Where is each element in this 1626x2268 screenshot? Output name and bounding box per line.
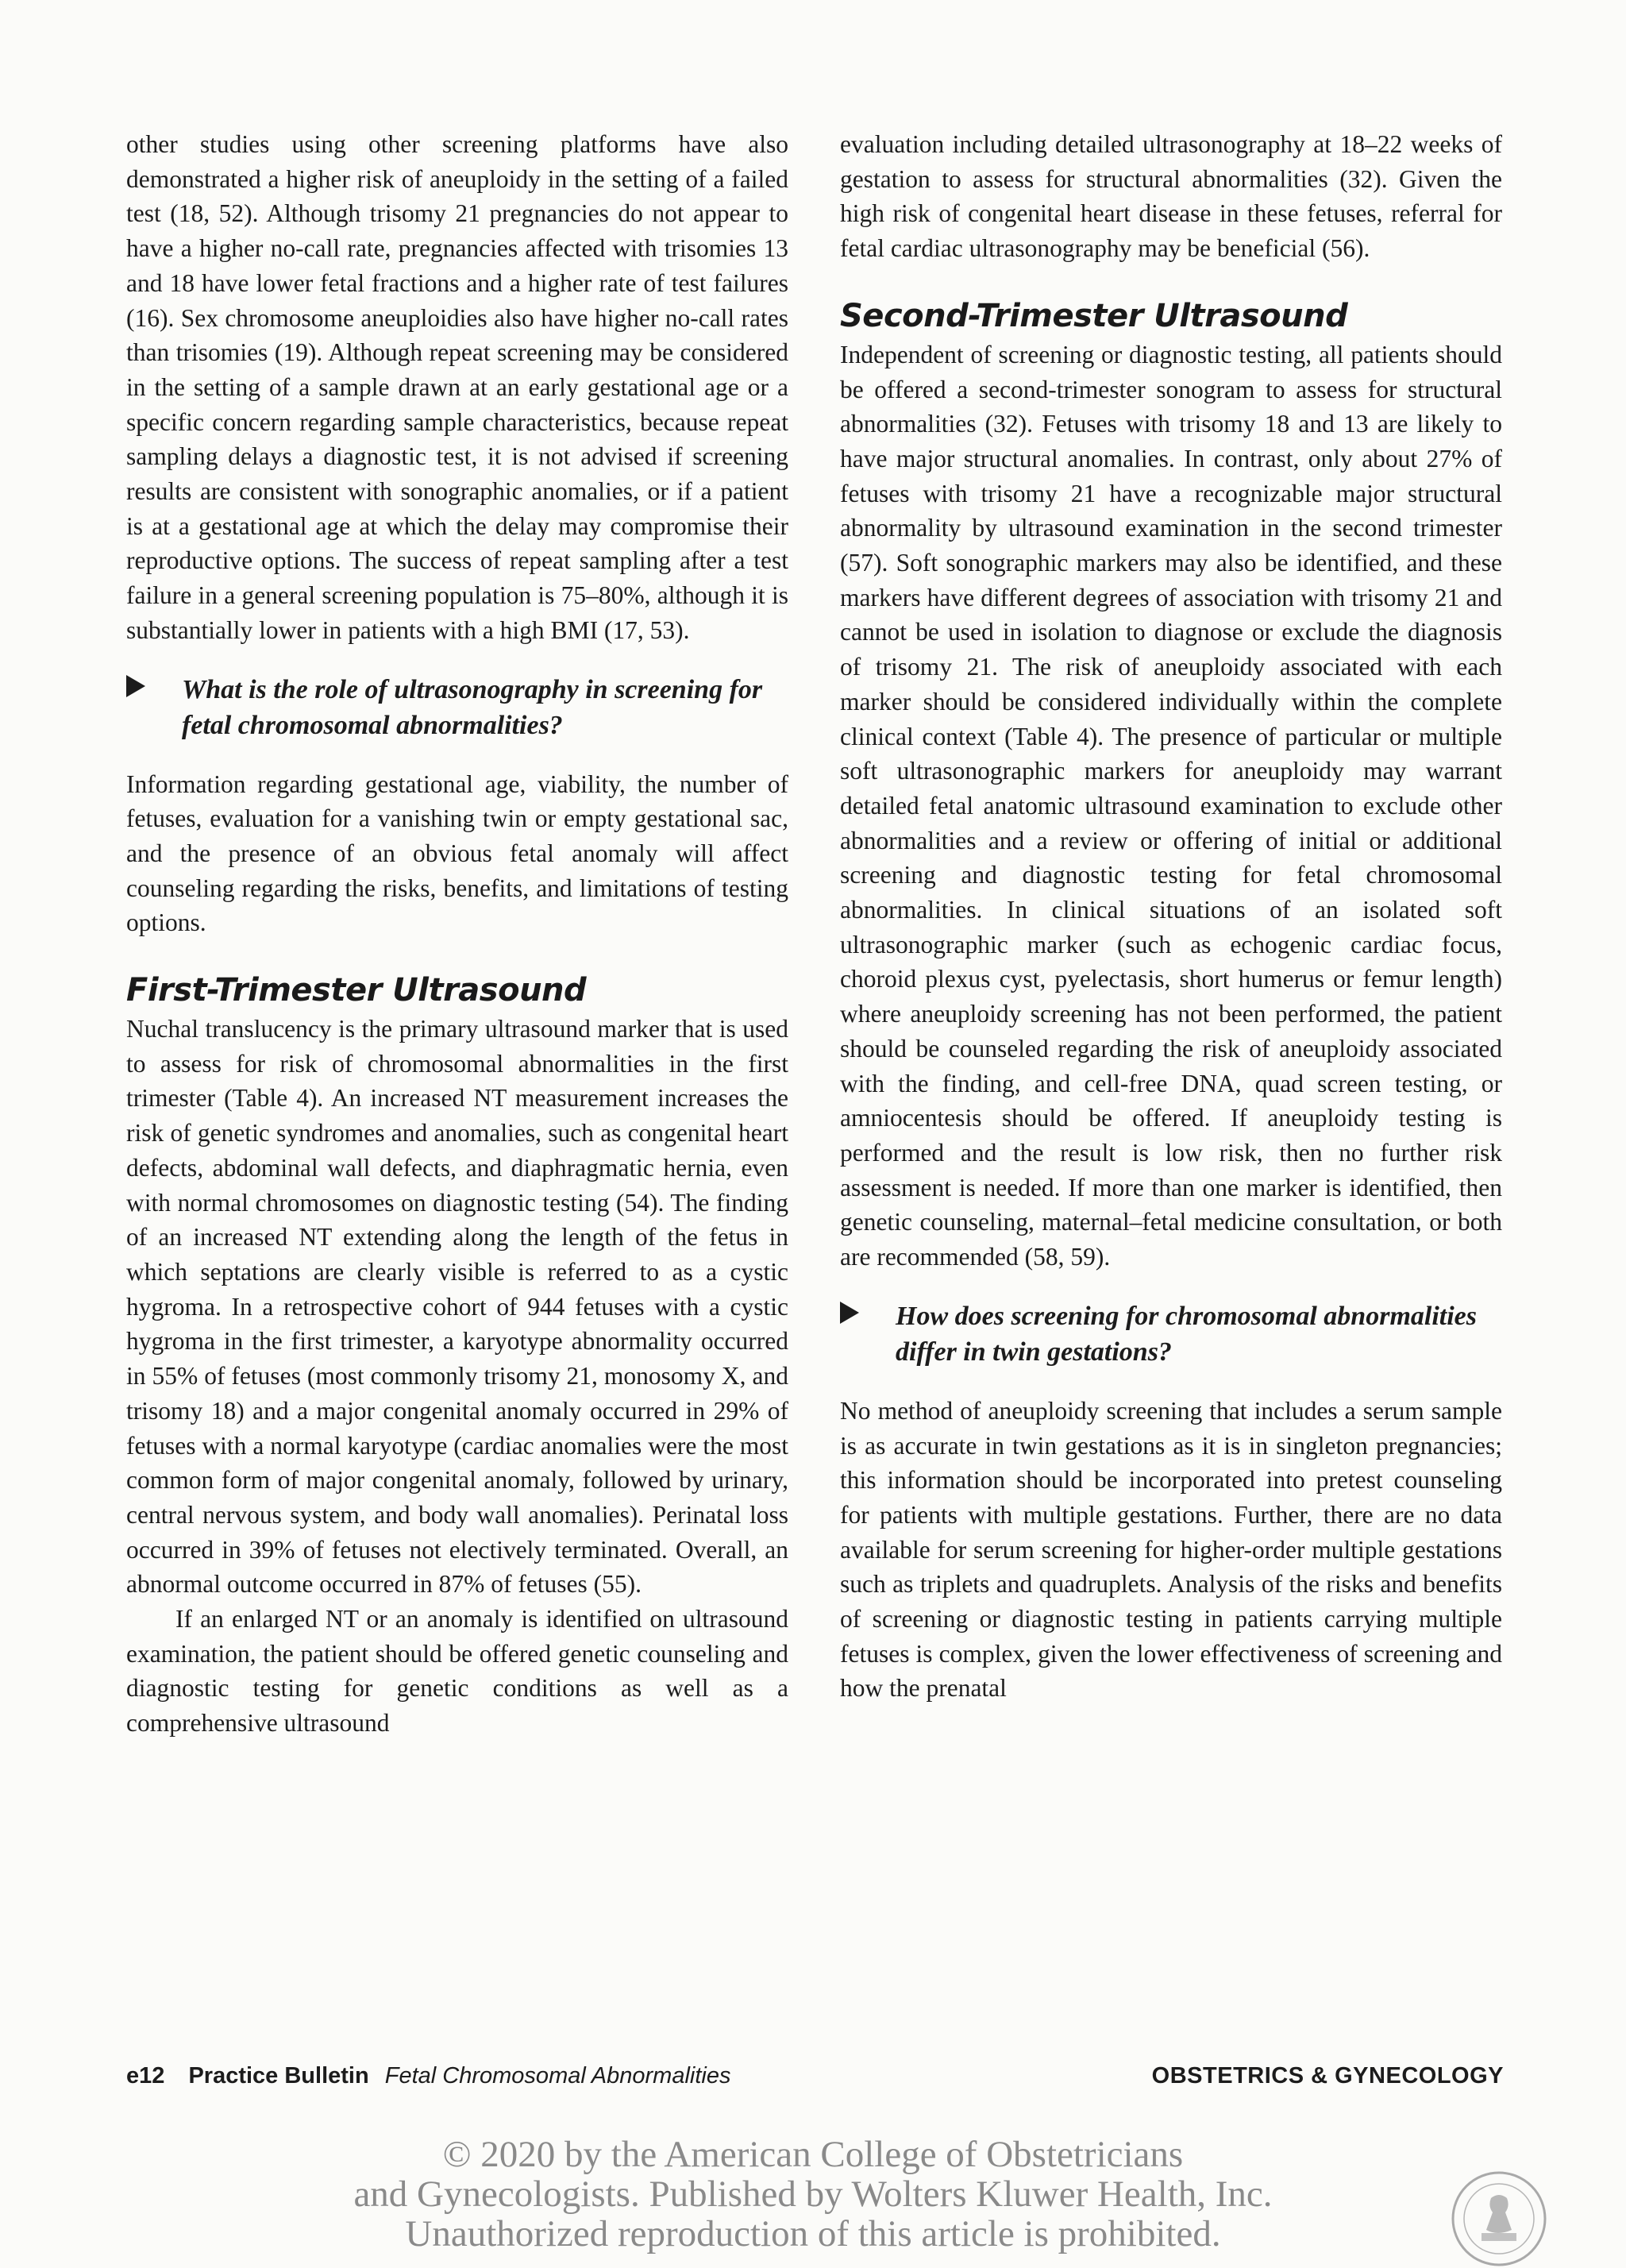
arrow-icon (126, 675, 145, 697)
question-heading (840, 1298, 1502, 1370)
left-column (126, 127, 788, 1741)
page-number: e12 (126, 2063, 165, 2089)
copyright-line: © 2020 by the American College of Obstetricians (442, 2134, 1184, 2175)
paragraph: Nuchal translucency is the primary ultrasound marker that is used to assess for risk of chromosomal abnormalities in the first trimester (Table 4). An increased NT measurement increases the risk of genetic syndromes and anomalies, such as congenital heart defects, abdominal wall defects, and diaphragmatic hernia, even with normal chromosomes on diagnostic testing (54). The finding of an increased NT extending along the length of the fetus in which septations are clearly visible is referred to as a cystic hygroma. In a retrospective cohort of 944 fetuses with a cystic hygroma in the first trimester, a karyotype abnormality occurred in 55% of fetuses (most commonly trisomy 21, monosomy X, and trisomy 18) and a major congenital anomaly occurred in 29% of fetuses with a normal karyotype (cardiac anomalies were the most common form of major congenital anomaly, followed by urinary, central nervous system, and body wall anomalies). Perinatal loss occurred in 39% of fetuses not electively terminated. Overall, an abnormal outcome occurred in 87% of fetuses (55). (126, 1015, 788, 1599)
paragraph: other studies using other screening platforms have also demonstrated a higher risk of aneuploidy in the setting of a failed test (18, 52). Although trisomy 21 pregnancies do not appear to have a higher no-call rate, pregnancies affected with trisomies 13 and 18 have lower fetal fractions and a higher rate of test failures (16). Sex chromosome aneuploidies also have higher no-call rates than trisomies (19). Although repeat screening may be considered in the setting of a sample drawn at an early gestational age or a specific concern regarding sample characteristics, because repeat sampling delays a diagnostic test, it is not advised if screening results are consistent with sonographic anomalies, or if a patient is at a gestational age at which the delay may compromise their reproductive options. The success of repeat sampling after a test failure in a general screening population is 75–80%, although it is substantially lower in patients with a high BMI (17, 53). (126, 130, 788, 644)
page-footer (126, 2063, 1504, 2089)
journal-name: OBSTETRICS & GYNECOLOGY (1151, 2063, 1504, 2089)
paragraph: Information regarding gestational age, viability, the number of fetuses, evaluation for a vanishing twin or empty gestational sac, and the presence of an obvious fetal anomaly will affect counseling regarding the risks, benefits, and limitations of testing options. (126, 770, 788, 937)
question-text: How does screening for chromosomal abnormalities differ in twin gestations? (896, 1301, 1477, 1367)
copyright-line: Unauthorized reproduction of this article is prohibited. (405, 2213, 1221, 2254)
copyright-notice (0, 2135, 1626, 2254)
question-text: What is the role of ultrasonography in screening for fetal chromosomal abnormalities? (182, 674, 763, 740)
section-heading: Second-Trimester Ultrasound (840, 297, 1348, 334)
arrow-icon (840, 1302, 859, 1324)
copyright-line: and Gynecologists. Published by Wolters Kluwer Health, Inc. (353, 2174, 1273, 2215)
question-heading (126, 672, 788, 743)
series-name: Practice Bulletin (188, 2063, 369, 2089)
paragraph: If an enlarged NT or an anomaly is identified on ultrasound examination, the patient should be offered genetic counseling and diagnostic testing for genetic conditions as well as a comprehensive ultrasound (126, 1605, 788, 1738)
article-topic: Fetal Chromosomal Abnormalities (384, 2063, 731, 2089)
footer-left (126, 2063, 740, 2089)
section-heading: First-Trimester Ultrasound (126, 972, 587, 1009)
right-column (840, 127, 1502, 1706)
paragraph: evaluation including detailed ultrasonography at 18–22 weeks of gestation to assess for structural abnormalities (32). Given the high risk of congenital heart disease in these fetuses, referral for fetal cardiac ultrasonography may be beneficial (56). (840, 130, 1502, 263)
acog-seal-icon (1450, 2170, 1548, 2268)
paragraph: Independent of screening or diagnostic testing, all patients should be offered a second-trimester sonogram to assess for structural abnormalities (32). Fetuses with trisomy 18 and 13 are likely to have major structural anomalies. In contrast, only about 27% of fetuses with trisomy 21 have a recognizable major structural abnormality by ultrasound examination in the second trimester (57). Soft sonographic markers may also be identified, and these markers have different degrees of association with trisomy 21 and cannot be used in isolation to diagnose or exclude the diagnosis of trisomy 21. The risk of aneuploidy associated with each marker should be considered individually within the complete clinical context (Table 4). The presence of particular or multiple soft ultrasonographic markers for aneuploidy may warrant detailed fetal anatomic ultrasound examination to exclude other abnormalities and a review or offering of initial or additional screening and diagnostic testing for fetal chromosomal abnormalities. In clinical situations of an isolated soft ultrasonographic marker (such as echogenic cardiac focus, choroid plexus cyst, pyelectasis, short humerus or femur length) where aneuploidy screening has not been performed, the patient should be counseled regarding the risk of aneuploidy associated with the finding, and cell-free DNA, quad screen testing, or amniocentesis should be offered. If aneuploidy testing is performed and the result is low risk, then no further risk assessment is needed. If more than one marker is identified, then genetic counseling, maternal–fetal medicine consultation, or both are recommended (58, 59). (840, 340, 1502, 1271)
paragraph: No method of aneuploidy screening that includes a serum sample is as accurate in twin gestations as it is in singleton pregnancies; this information should be incorporated into pretest counseling for patients with multiple gestations. Further, there are no data available for serum screening for higher-order multiple gestations such as triplets and quadruplets. Analysis of the risks and benefits of screening or diagnostic testing in patients carrying multiple fetuses is complex, given the lower effectiveness of screening and how the prenatal (840, 1396, 1502, 1703)
